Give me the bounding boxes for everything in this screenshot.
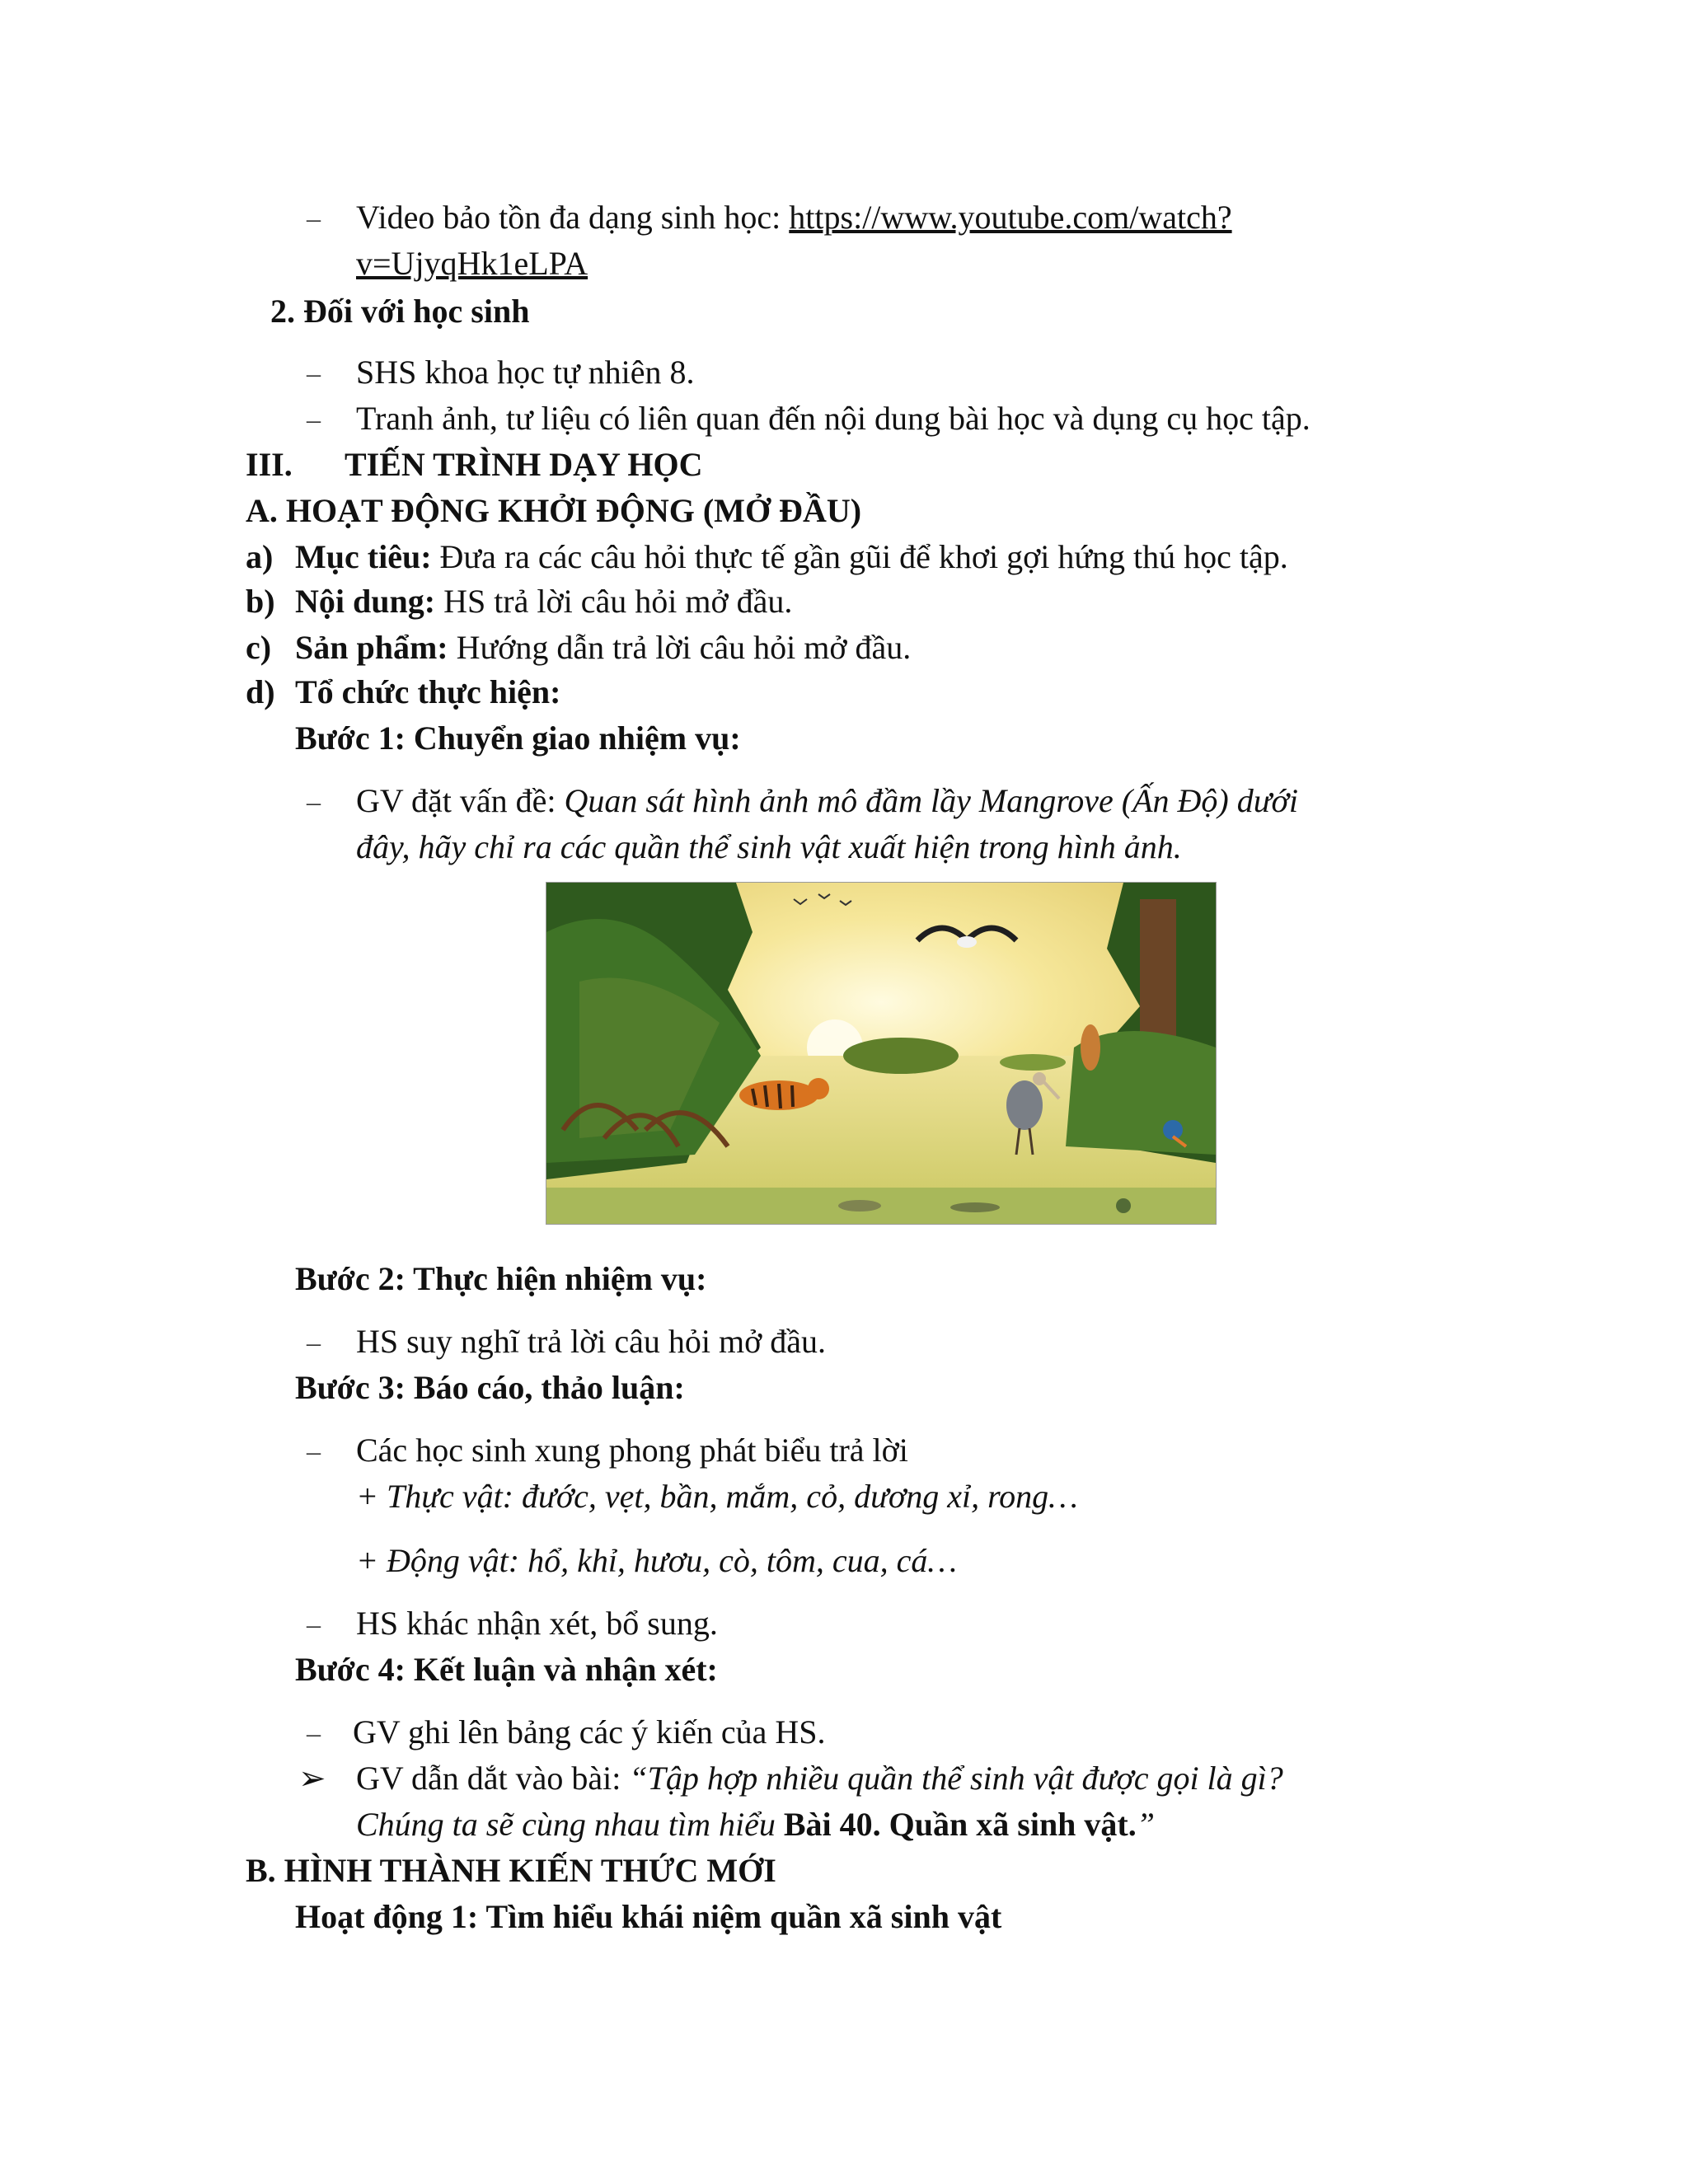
list-dash: –	[307, 1610, 321, 1640]
list-dash: –	[307, 204, 321, 234]
item-marker: c)	[246, 629, 272, 666]
lead-in-prefix: GV dẫn dắt vào bài:	[356, 1760, 630, 1797]
plants-answer: + Thực vật: đước, vẹt, bần, mắm, cỏ, dương xỉ, rong…	[356, 1478, 1078, 1515]
lead-in-continued	[356, 1802, 1155, 1848]
lesson-title: Bài 40. Quần xã sinh vật.	[783, 1806, 1137, 1843]
item-marker: b)	[246, 583, 275, 620]
product-line	[295, 625, 911, 671]
item-marker: a)	[246, 538, 274, 575]
step2-heading: Bước 2: Thực hiện nhiệm vụ:	[295, 1260, 707, 1297]
objective-text: Đưa ra các câu hỏi thực tế gần gũi để khơi gợi hứng thú học tập.	[431, 538, 1288, 575]
activity-b-heading: B. HÌNH THÀNH KIẾN THỨC MỚI	[246, 1852, 776, 1889]
lead-in-close-quote: ”	[1136, 1806, 1155, 1843]
content-text: HS trả lời câu hỏi mở đầu.	[435, 583, 793, 620]
step1-heading: Bước 1: Chuyển giao nhiệm vụ:	[295, 719, 741, 757]
step4-heading: Bước 4: Kết luận và nhận xét:	[295, 1651, 718, 1688]
step4-item: GV ghi lên bảng các ý kiến của HS.	[353, 1713, 826, 1750]
video-resource-line	[356, 194, 1232, 241]
step2-item: HS suy nghĩ trả lời câu hỏi mở đầu.	[356, 1323, 827, 1360]
list-dash: –	[307, 1718, 321, 1749]
video-link-continued[interactable]: v=UjyqHk1eLPA	[356, 245, 588, 282]
content-line	[295, 579, 792, 625]
step3-heading: Bước 3: Báo cáo, thảo luận:	[295, 1369, 685, 1406]
list-item: Tranh ảnh, tư liệu có liên quan đến nội dung bài học và dụng cụ học tập.	[356, 400, 1311, 437]
lead-in-line	[356, 1755, 1283, 1802]
mangrove-illustration	[546, 882, 1217, 1225]
step1-task-line	[356, 778, 1298, 824]
video-label: Video bảo tồn đa dạng sinh học:	[356, 199, 790, 236]
product-label: Sản phẩm:	[295, 629, 448, 666]
list-dash: –	[307, 1436, 321, 1467]
students-heading: 2. Đối với học sinh	[270, 293, 530, 330]
list-dash: –	[307, 1328, 321, 1358]
step1-task-prefix: GV đặt vấn đề:	[356, 782, 565, 819]
item-marker: d)	[246, 673, 275, 710]
activity-a-heading: A. HOẠT ĐỘNG KHỞI ĐỘNG (MỞ ĐẦU)	[246, 492, 862, 529]
product-text: Hướng dẫn trả lời câu hỏi mở đầu.	[448, 629, 912, 666]
section-title: TIẾN TRÌNH DẠY HỌC	[345, 446, 703, 483]
section-number: III.	[246, 446, 293, 483]
list-dash: –	[307, 405, 321, 435]
step1-task-question: Quan sát hình ảnh mô đầm lầy Mangrove (Ấn Độ) dưới	[564, 782, 1299, 819]
step3-item: Các học sinh xung phong phát biểu trả lời	[356, 1432, 908, 1469]
lead-in-text: Chúng ta sẽ cùng nhau tìm hiểu	[356, 1806, 784, 1843]
arrow-bullet-icon: ➢	[298, 1760, 326, 1797]
step3-item: HS khác nhận xét, bổ sung.	[356, 1605, 718, 1642]
animals-answer: + Động vật: hổ, khỉ, hươu, cò, tôm, cua, cá…	[356, 1542, 957, 1579]
objective-line	[295, 534, 1288, 580]
list-item: SHS khoa học tự nhiên 8.	[356, 354, 695, 391]
content-label: Nội dung:	[295, 583, 436, 620]
objective-label: Mục tiêu:	[295, 538, 432, 575]
list-dash: –	[307, 787, 321, 818]
activity1-heading: Hoạt động 1: Tìm hiểu khái niệm quần xã sinh vật	[295, 1898, 1002, 1935]
organization-label: Tổ chức thực hiện:	[295, 673, 561, 710]
video-link[interactable]: https://www.youtube.com/watch?	[789, 199, 1232, 236]
step1-task-question-continued: đây, hãy chỉ ra các quần thể sinh vật xuất hiện trong hình ảnh.	[356, 828, 1182, 865]
list-dash: –	[307, 359, 321, 389]
mangrove-swamp-image	[546, 883, 1216, 1224]
lead-in-question: “Tập hợp nhiều quần thể sinh vật được gọi là gì?	[629, 1760, 1283, 1797]
